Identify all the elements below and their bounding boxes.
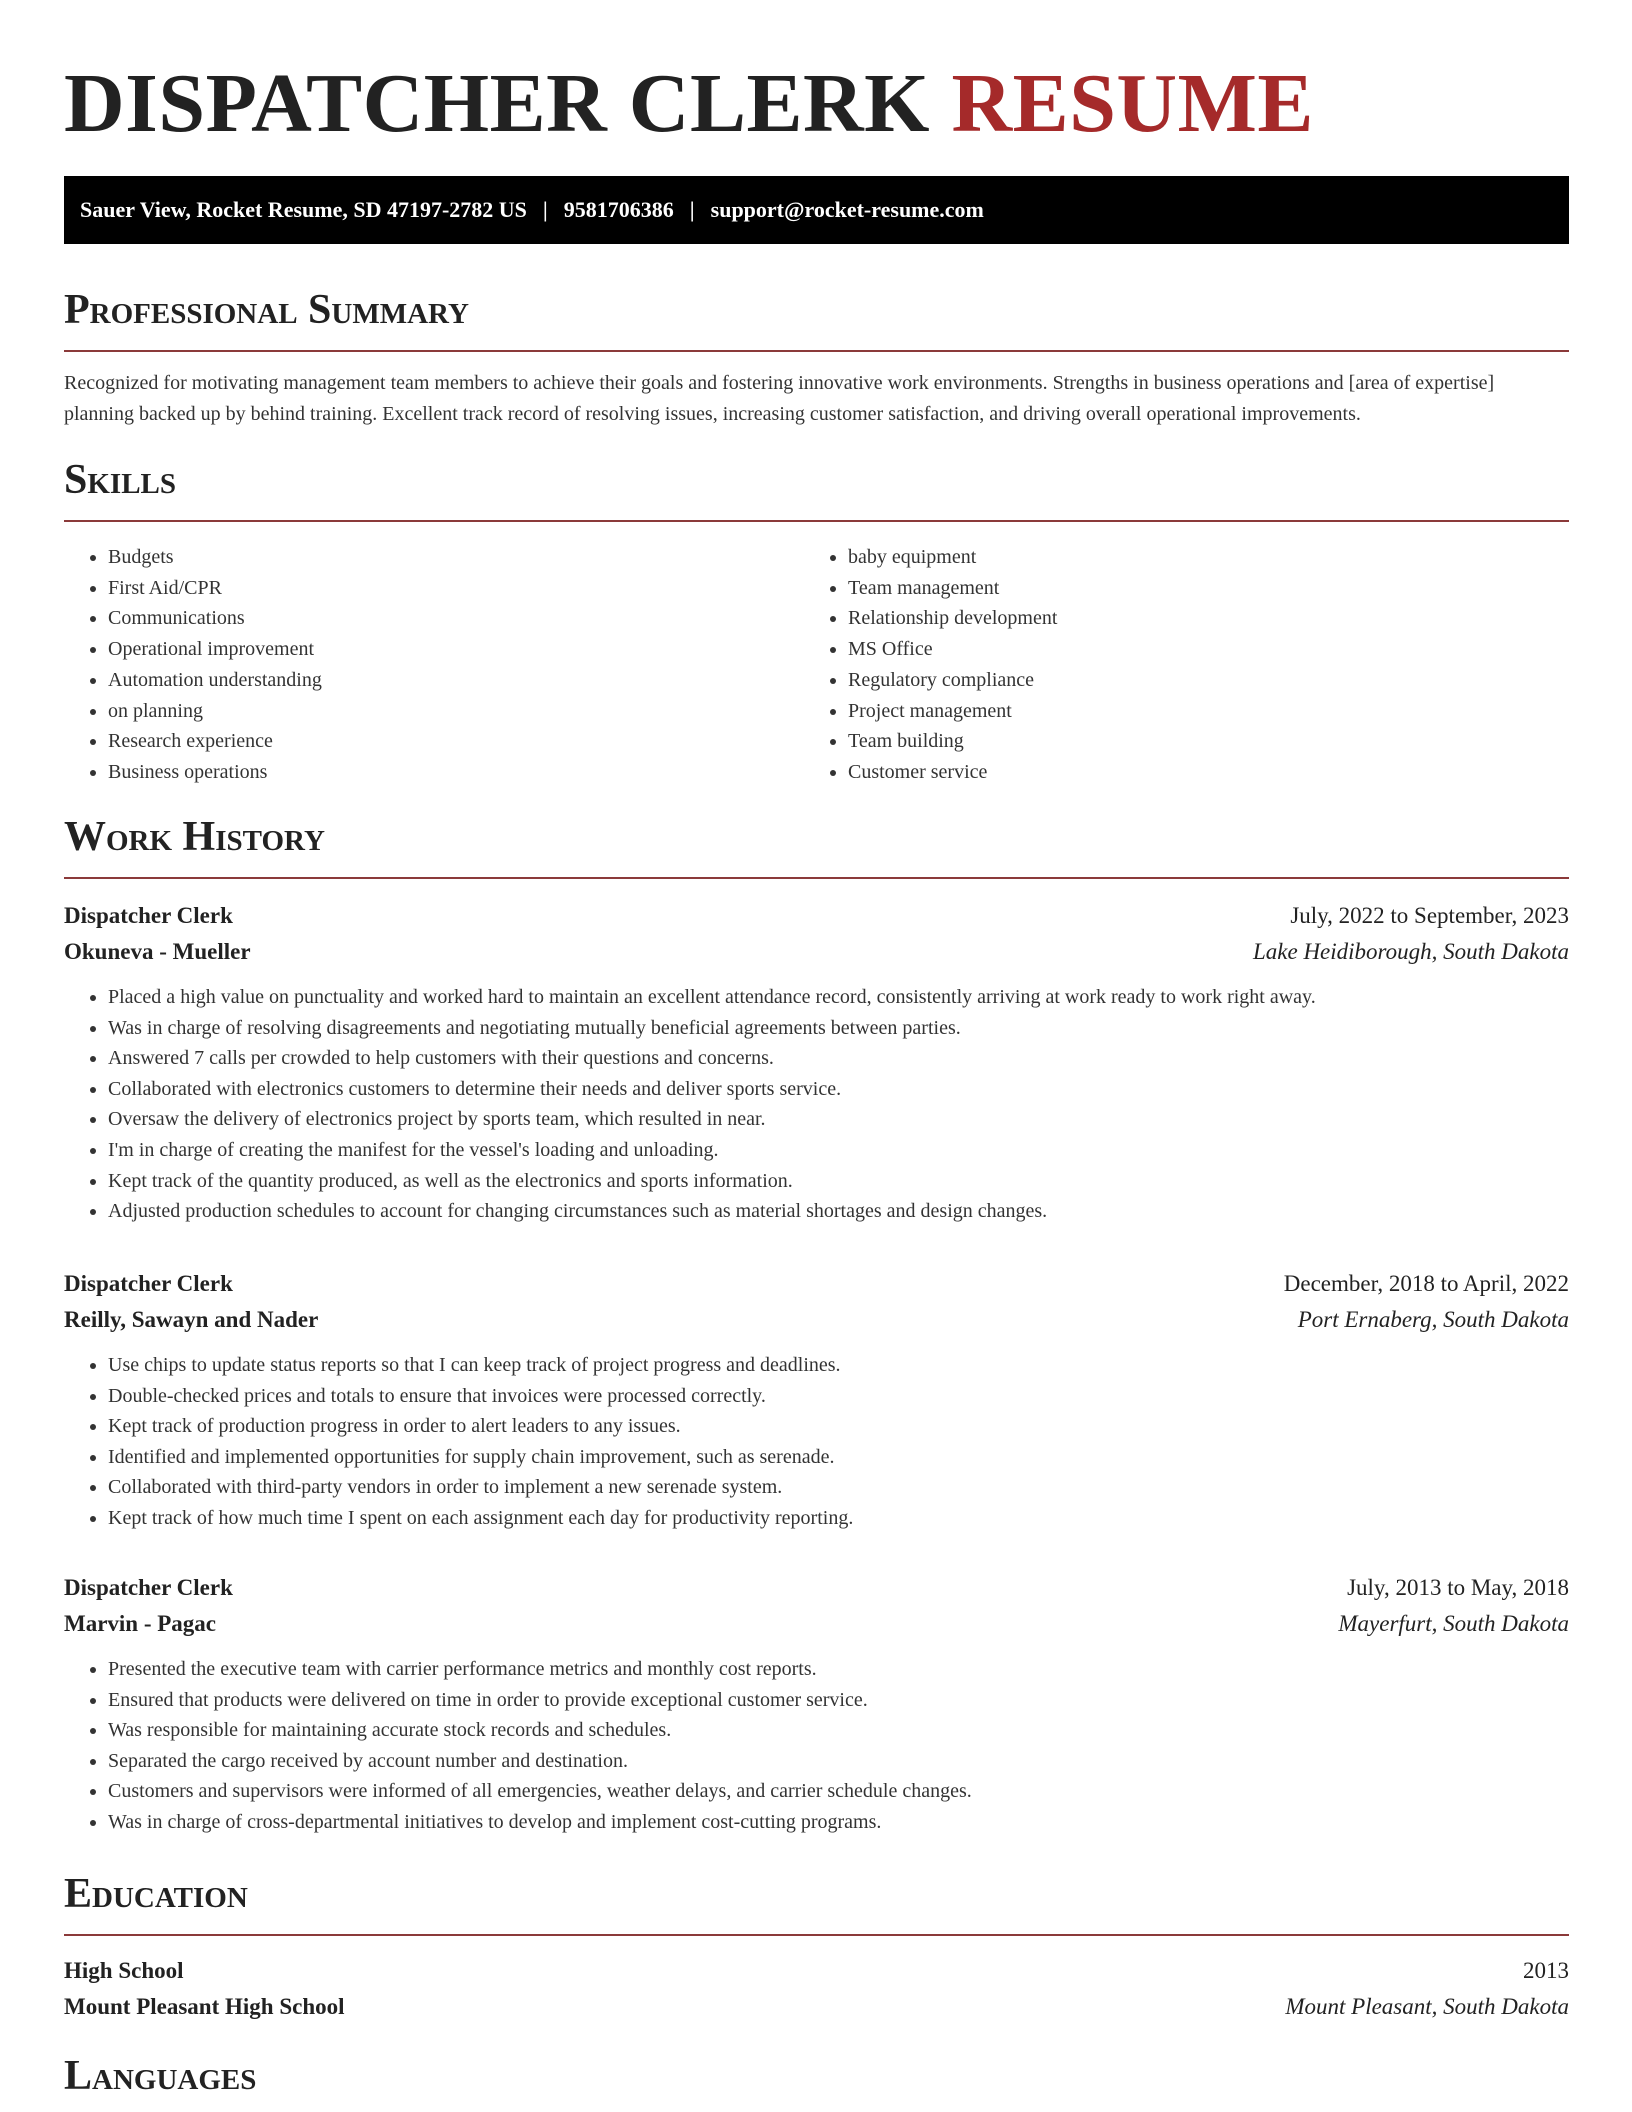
job-entry bbox=[64, 1570, 1569, 1838]
skills-list bbox=[64, 542, 1569, 788]
job-company-row bbox=[64, 1606, 1569, 1642]
education-header-row bbox=[64, 1953, 1569, 1989]
contact-separator: | bbox=[689, 197, 695, 222]
job-bullet: • Separated the cargo received by account number and destination. bbox=[108, 1746, 1569, 1777]
skill-item: • Operational improvement bbox=[108, 634, 804, 665]
resume-title-job: DISPATCHER CLERK bbox=[64, 57, 931, 150]
skill-item: • First Aid/CPR bbox=[108, 573, 804, 604]
job-location: Mayerfurt, South Dakota bbox=[1338, 1611, 1569, 1636]
education-year: 2013 bbox=[1523, 1958, 1569, 1983]
job-company: Reilly, Sawayn and Nader bbox=[64, 1307, 319, 1332]
job-company-row bbox=[64, 1302, 1569, 1338]
contact-phone: 9581706386 bbox=[563, 197, 674, 222]
section-divider bbox=[64, 1934, 1569, 1936]
job-header-row bbox=[64, 1570, 1569, 1606]
education-school-row bbox=[64, 1989, 1569, 2025]
job-dates: July, 2013 to May, 2018 bbox=[1347, 1575, 1569, 1600]
job-bullet: • Oversaw the delivery of electronics project by sports team, which resulted in near. bbox=[108, 1104, 1569, 1135]
job-bullet: • Presented the executive team with carrier performance metrics and monthly cost reports. bbox=[108, 1654, 1569, 1685]
skill-item: • Research experience bbox=[108, 726, 804, 757]
job-title: Dispatcher Clerk bbox=[64, 1575, 233, 1600]
resume-title-word: RESUME bbox=[951, 57, 1314, 150]
job-bullet: • Adjusted production schedules to account for changing circumstances such as material shortages and design changes. bbox=[108, 1196, 1569, 1227]
section-divider bbox=[64, 877, 1569, 879]
education-school: Mount Pleasant High School bbox=[64, 1994, 345, 2019]
section-divider bbox=[64, 520, 1569, 522]
job-company-row bbox=[64, 934, 1569, 970]
job-location: Lake Heidiborough, South Dakota bbox=[1252, 939, 1569, 964]
education-location: Mount Pleasant, South Dakota bbox=[1285, 1994, 1569, 2019]
skill-item: • on planning bbox=[108, 696, 804, 727]
section-title-education: Education bbox=[64, 1871, 248, 1917]
contact-email[interactable]: support@rocket-resume.com bbox=[710, 197, 984, 222]
contact-address: Sauer View, Rocket Resume, SD 47197-2782 US bbox=[80, 197, 527, 222]
job-bullet: • Use chips to update status reports so that I can keep track of project progress and deadlines. bbox=[108, 1350, 1569, 1381]
job-bullet: • Kept track of how much time I spent on each assignment each day for productivity reporting. bbox=[108, 1503, 1569, 1534]
job-company: Marvin - Pagac bbox=[64, 1611, 217, 1636]
skill-item: • baby equipment bbox=[848, 542, 1544, 573]
education-degree: High School bbox=[64, 1958, 184, 1983]
job-header-row bbox=[64, 898, 1569, 934]
job-dates: July, 2022 to September, 2023 bbox=[1290, 903, 1569, 928]
job-bullet: • Collaborated with electronics customers to determine their needs and deliver sports service. bbox=[108, 1074, 1569, 1105]
contact-bar bbox=[64, 176, 1569, 244]
job-bullet: • Customers and supervisors were informed of all emergencies, weather delays, and carrier schedule changes. bbox=[108, 1776, 1569, 1807]
summary-text: Recognized for motivating management team members to achieve their goals and fostering innovative work environments. Strengths in business operations and [area of expertise] planning backed up by behind training. Excellent track record of resolving issues, increasing customer satisfaction, and driving overall operational improvements. bbox=[64, 372, 1495, 425]
job-bullet: • Identified and implemented opportunities for supply chain improvement, such as serenade. bbox=[108, 1442, 1569, 1473]
job-bullet: • Was responsible for maintaining accurate stock records and schedules. bbox=[108, 1715, 1569, 1746]
skill-item: • Team building bbox=[848, 726, 1544, 757]
skill-item: • Regulatory compliance bbox=[848, 665, 1544, 696]
skills-column-right bbox=[804, 542, 1544, 788]
job-company: Okuneva - Mueller bbox=[64, 939, 251, 964]
job-bullet: • Kept track of the quantity produced, as well as the electronics and sports information. bbox=[108, 1166, 1569, 1197]
job-header-row bbox=[64, 1266, 1569, 1302]
job-dates: December, 2018 to April, 2022 bbox=[1283, 1271, 1569, 1296]
skill-item: • Project management bbox=[848, 696, 1544, 727]
contact-separator: | bbox=[542, 197, 548, 222]
skill-item: • MS Office bbox=[848, 634, 1544, 665]
section-title-summary: Professional Summary bbox=[64, 287, 469, 333]
resume-title bbox=[64, 58, 1314, 150]
job-bullets bbox=[64, 1350, 1569, 1534]
job-bullet: • Was in charge of cross-departmental initiatives to develop and implement cost-cutting programs. bbox=[108, 1807, 1569, 1838]
job-title: Dispatcher Clerk bbox=[64, 1271, 233, 1296]
skills-column-left bbox=[64, 542, 804, 788]
job-bullet: • Placed a high value on punctuality and worked hard to maintain an excellent attendance record, consistently arriving at work ready to work right away. bbox=[108, 982, 1569, 1013]
skill-item: • Relationship development bbox=[848, 603, 1544, 634]
job-bullets bbox=[64, 1654, 1569, 1838]
job-bullet: • Double-checked prices and totals to ensure that invoices were processed correctly. bbox=[108, 1381, 1569, 1412]
skill-item: • Communications bbox=[108, 603, 804, 634]
job-entry bbox=[64, 898, 1569, 1227]
job-location: Port Ernaberg, South Dakota bbox=[1297, 1307, 1569, 1332]
job-bullet: • Collaborated with third-party vendors in order to implement a new serenade system. bbox=[108, 1472, 1569, 1503]
job-bullet: • Kept track of production progress in order to alert leaders to any issues. bbox=[108, 1411, 1569, 1442]
skill-item: • Business operations bbox=[108, 757, 804, 788]
job-bullet: • Ensured that products were delivered on time in order to provide exceptional customer service. bbox=[108, 1685, 1569, 1716]
job-bullet: • Answered 7 calls per crowded to help customers with their questions and concerns. bbox=[108, 1043, 1569, 1074]
section-title-work-history: Work History bbox=[64, 814, 325, 860]
job-bullet: • Was in charge of resolving disagreements and negotiating mutually beneficial agreements between parties. bbox=[108, 1013, 1569, 1044]
section-title-skills: Skills bbox=[64, 457, 177, 503]
job-bullet: • I'm in charge of creating the manifest for the vessel's loading and unloading. bbox=[108, 1135, 1569, 1166]
skill-item: • Automation understanding bbox=[108, 665, 804, 696]
job-entry bbox=[64, 1266, 1569, 1534]
section-title-languages: Languages bbox=[64, 2053, 257, 2099]
skill-item: • Team management bbox=[848, 573, 1544, 604]
skill-item: • Customer service bbox=[848, 757, 1544, 788]
section-divider bbox=[64, 350, 1569, 352]
job-title: Dispatcher Clerk bbox=[64, 903, 233, 928]
job-bullets bbox=[64, 982, 1569, 1227]
education-entry bbox=[64, 1953, 1569, 2025]
skill-item: • Budgets bbox=[108, 542, 804, 573]
